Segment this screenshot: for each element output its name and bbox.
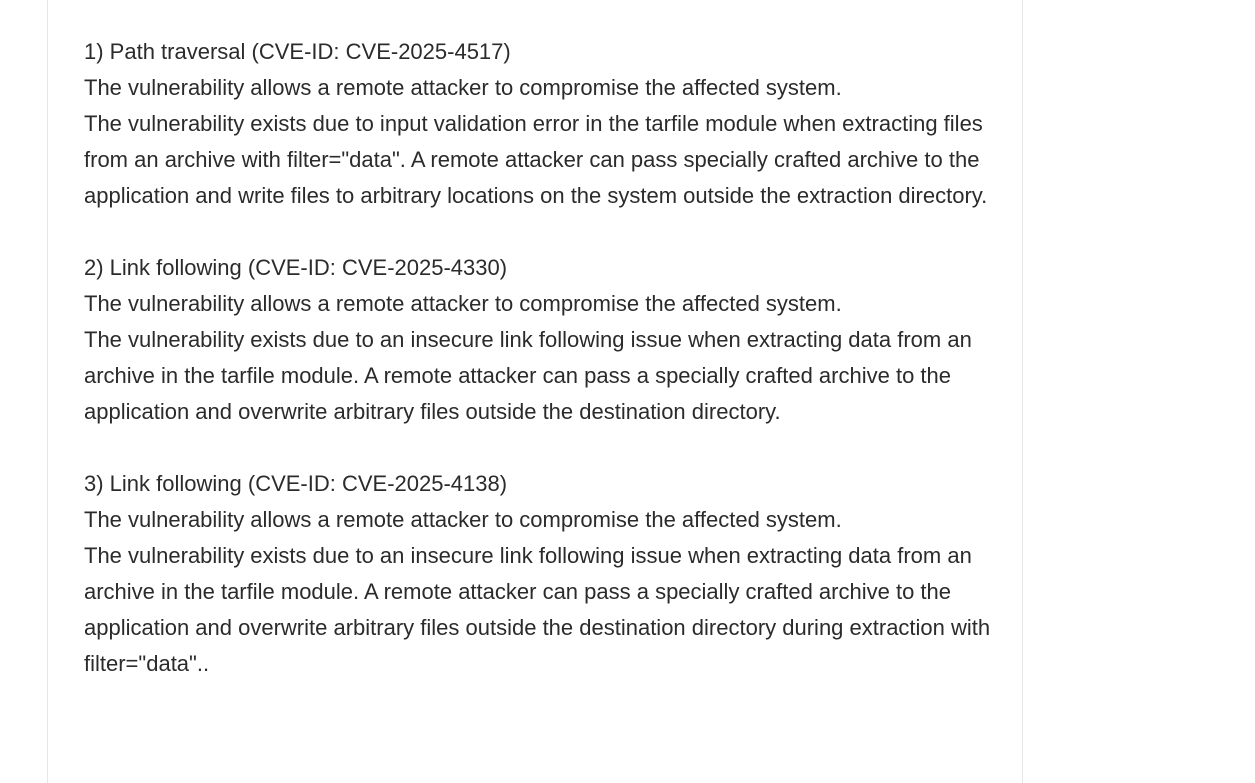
vulnerability-title: 2) Link following (CVE-ID: CVE-2025-4330)	[84, 255, 508, 280]
vulnerability-details: The vulnerability exists due to an insecure link following issue when extracting data from an archive in the tarfile module. A remote attacker can pass a specially crafted archive to the application and overwrite arbitrary files outside the destination directory during extraction with filter="data"..	[84, 543, 991, 676]
vulnerability-title: 1) Path traversal (CVE-ID: CVE-2025-4517)	[84, 39, 511, 64]
vulnerability-summary: The vulnerability allows a remote attacker to compromise the affected system.	[84, 507, 842, 532]
vulnerability-details: The vulnerability exists due to input validation error in the tarfile module when extracting files from an archive with filter="data". A remote attacker can pass specially crafted archive to the application and write files to arbitrary locations on the system outside the extraction directory.	[84, 111, 988, 208]
vulnerability-entry	[84, 466, 994, 682]
vulnerability-list	[84, 34, 994, 682]
vulnerability-entry	[84, 34, 994, 214]
vulnerability-summary: The vulnerability allows a remote attacker to compromise the affected system.	[84, 75, 842, 100]
vulnerability-title: 3) Link following (CVE-ID: CVE-2025-4138)	[84, 471, 508, 496]
vulnerability-summary: The vulnerability allows a remote attacker to compromise the affected system.	[84, 291, 842, 316]
vulnerability-details: The vulnerability exists due to an insecure link following issue when extracting data from an archive in the tarfile module. A remote attacker can pass a specially crafted archive to the application and overwrite arbitrary files outside the destination directory.	[84, 327, 972, 424]
vulnerability-entry	[84, 250, 994, 430]
